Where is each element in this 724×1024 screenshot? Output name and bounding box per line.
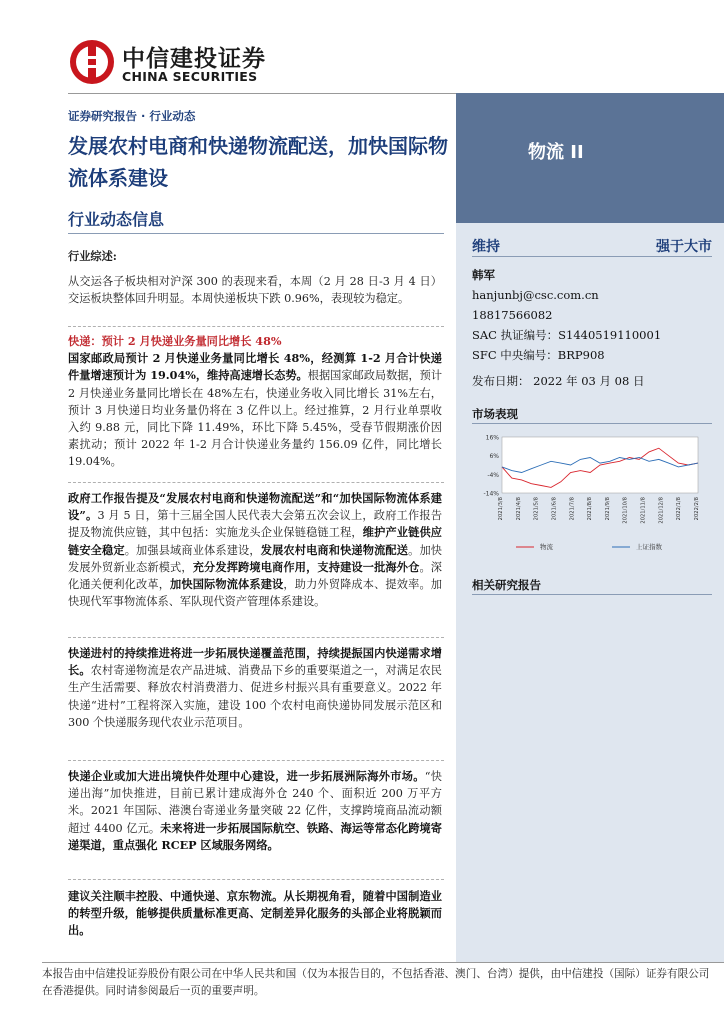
overview-text: 从交运各子板块相对沪深 300 的表现来看，本周（2 月 28 日-3 月 4 日）交运板块整体回升明显。本周快递板块下跌 0.96%，表现较为稳定。 [68,275,442,306]
x-tick-label: 2021/6/8 [551,497,558,521]
related-reports-title: 相关研究报告 [472,578,541,592]
gov-report-section [68,490,442,610]
rating-maintain: 维持 [472,239,500,255]
recommendation-section [68,888,442,940]
analyst-sfc: SFC 中央编号：BRP908 [472,348,605,362]
section-separator [68,637,444,639]
rural-section [68,645,442,731]
overview-section [68,248,442,308]
brand-name-cn: 中信建投证券 [122,46,266,72]
gov-text-3: 。加快发展外贸新业态新模式， [68,543,442,574]
sidebar-header [456,93,724,223]
overseas-bold-2: 未来将进一步拓展国际航空、铁路、海运等常态化跨境寄递渠道，重点强化 RCEP 区域服务网络。 [68,820,442,852]
gov-bold-2: 维护产业链供应链安全稳定 [68,525,442,557]
analyst-name: 韩军 [472,268,495,282]
x-tick-label: 2021/3/8 [498,497,504,521]
x-tick-label: 2021/10/8 [622,497,629,524]
header-rule [68,93,456,94]
section-separator [68,879,444,881]
rural-lead: 快递进村的持续推进将进一步拓展快递覆盖范围，持续提振国内快递需求增长。 [68,646,442,678]
gov-lead: 政府工作报告提及“发展农村电商和快递物流配送”和“加快国际物流体系建设”。 [68,491,442,523]
report-type: 证券研究报告 · 行业动态 [68,109,196,123]
sector-name: 物流 II [528,142,584,163]
rating-outperform: 强于大市 [656,239,712,255]
rural-text: 农村寄递物流是农产品进城、消费品下乡的重要渠道之一，对满足农民生产生活需要、释放农村消费潜力、促进乡村振兴具有重要意义。2022 年快递“进村”工程将深入实施，建设 100 个农村电商快递协同发展示范区和 300 个快递服务现代农业示范项目。 [68,664,442,729]
gov-text-2: 。加强县域商业体系建设， [124,543,261,557]
x-tick-label: 2021/12/8 [658,497,665,524]
company-logo-icon [68,38,116,86]
footer-rule [42,962,724,963]
page-title: 发展农村电商和快递物流配送，加快国际物流体系建设 [68,134,448,190]
x-tick-label: 2021/5/8 [533,497,540,521]
express-lead: 国家邮政局预计 2 月快递业务量同比增长 48%，经测算 1-2 月合计快递件量增速预计为 19.04%，维持高速增长态势。 [68,351,442,383]
express-text: 根据国家邮政局数据，预计 2 月快递业务量同比增长在 48%左右，快递业务收入同比增长 31%左右，预计 3 月快递日均业务量仍将在 3 亿件以上。经过推算，2 月行业单票收入约 9.88 元，同比下降 11.49%，环比下降 5.45%，受春节假期涨价因素扰动；预计 2022 年 1-2 月合计快递业务量约 156.09 亿件，同比增长 19.04%。 [68,369,443,469]
title-divider [68,233,444,234]
express-section [68,333,442,471]
recommendation-text: 建议关注顺丰控股、中通快递、京东物流。从长期视角看，随着中国制造业的转型升级，能够提供质量标准更高、定制差异化服务的头部企业将脱颖而出。 [68,889,442,938]
x-tick-label: 2021/8/8 [587,497,594,521]
express-title: 快递：预计 2 月快递业务量同比增长 48% [68,334,282,348]
y-tick-label: 16% [485,434,499,442]
analyst-phone: 18817566082 [472,308,553,322]
y-tick-label: -14% [483,490,499,498]
gov-text-5: ，助力外贸降成本、提效率。加快现代军事物流体系、军队现代资产管理体系建设。 [68,578,442,609]
x-tick-label: 2021/4/8 [515,497,522,521]
y-tick-label: 6% [489,453,499,461]
x-tick-label: 2021/7/8 [569,497,576,521]
analyst-email[interactable]: hanjunbj@csc.com.cn [472,288,599,302]
rating-divider [472,256,712,257]
gov-text-4: 。深化通关便利化改革， [68,560,442,592]
section-separator [68,760,444,762]
overseas-lead: 快递企业或加大进出境快件处理中心建设，进一步拓展洲际海外市场。 [68,769,425,783]
legend-label: 上证指数 [636,543,662,551]
x-tick-label: 2022/2/8 [694,497,700,521]
gov-bold-4: 充分发挥跨境电商作用，支持建设一批海外仓 [192,559,420,574]
market-performance-chart [472,431,712,557]
rating-row [472,236,712,256]
section-separator [68,326,444,328]
x-tick-label: 2022/1/8 [676,497,683,521]
overseas-text: “快递出海”加快推进，目前已累计建成海外仓 240 个、面积近 200 万平方米。2021 年国际、港澳台寄递业务量突破 22 亿件，支撑跨境商品流动额超过 4400 亿元。 [68,770,442,835]
brand-name-en: CHINA SECURITIES [122,69,258,84]
overseas-section [68,768,442,854]
section-separator [68,482,444,484]
analyst-info [472,265,661,391]
analyst-sac: SAC 执证编号：S1440519110001 [472,328,662,342]
gov-bold-3: 发展农村电商和快递物流配送 [260,542,409,557]
market-divider [472,423,712,424]
gov-bold-5: 加快国际物流体系建设 [170,577,284,592]
x-tick-label: 2021/9/8 [604,497,611,521]
overview-title: 行业综述: [68,249,117,263]
related-divider [472,594,712,595]
sidebar [456,93,724,963]
page-subtitle: 行业动态信息 [68,210,165,229]
market-performance-title: 市场表现 [472,407,518,421]
legend-label: 物流 [540,543,553,551]
publish-date: 发布日期： 2022 年 03 月 08 日 [472,374,645,388]
footer-disclaimer: 本报告由中信建投证券股份有限公司在中华人民共和国（仅为本报告目的，不包括香港、澳门、台湾）提供，由中信建投（国际）证券有限公司在香港提供。同时请参阅最后一页的重要声明。 [42,968,710,997]
y-tick-label: -4% [487,471,499,479]
x-tick-label: 2021/11/8 [640,497,647,524]
gov-text-1: 3 月 5 日，第十三届全国人民代表大会第五次会议上，政府工作报告提及物流供应链，其中包括：实施龙头企业保链稳链工程， [68,509,443,540]
